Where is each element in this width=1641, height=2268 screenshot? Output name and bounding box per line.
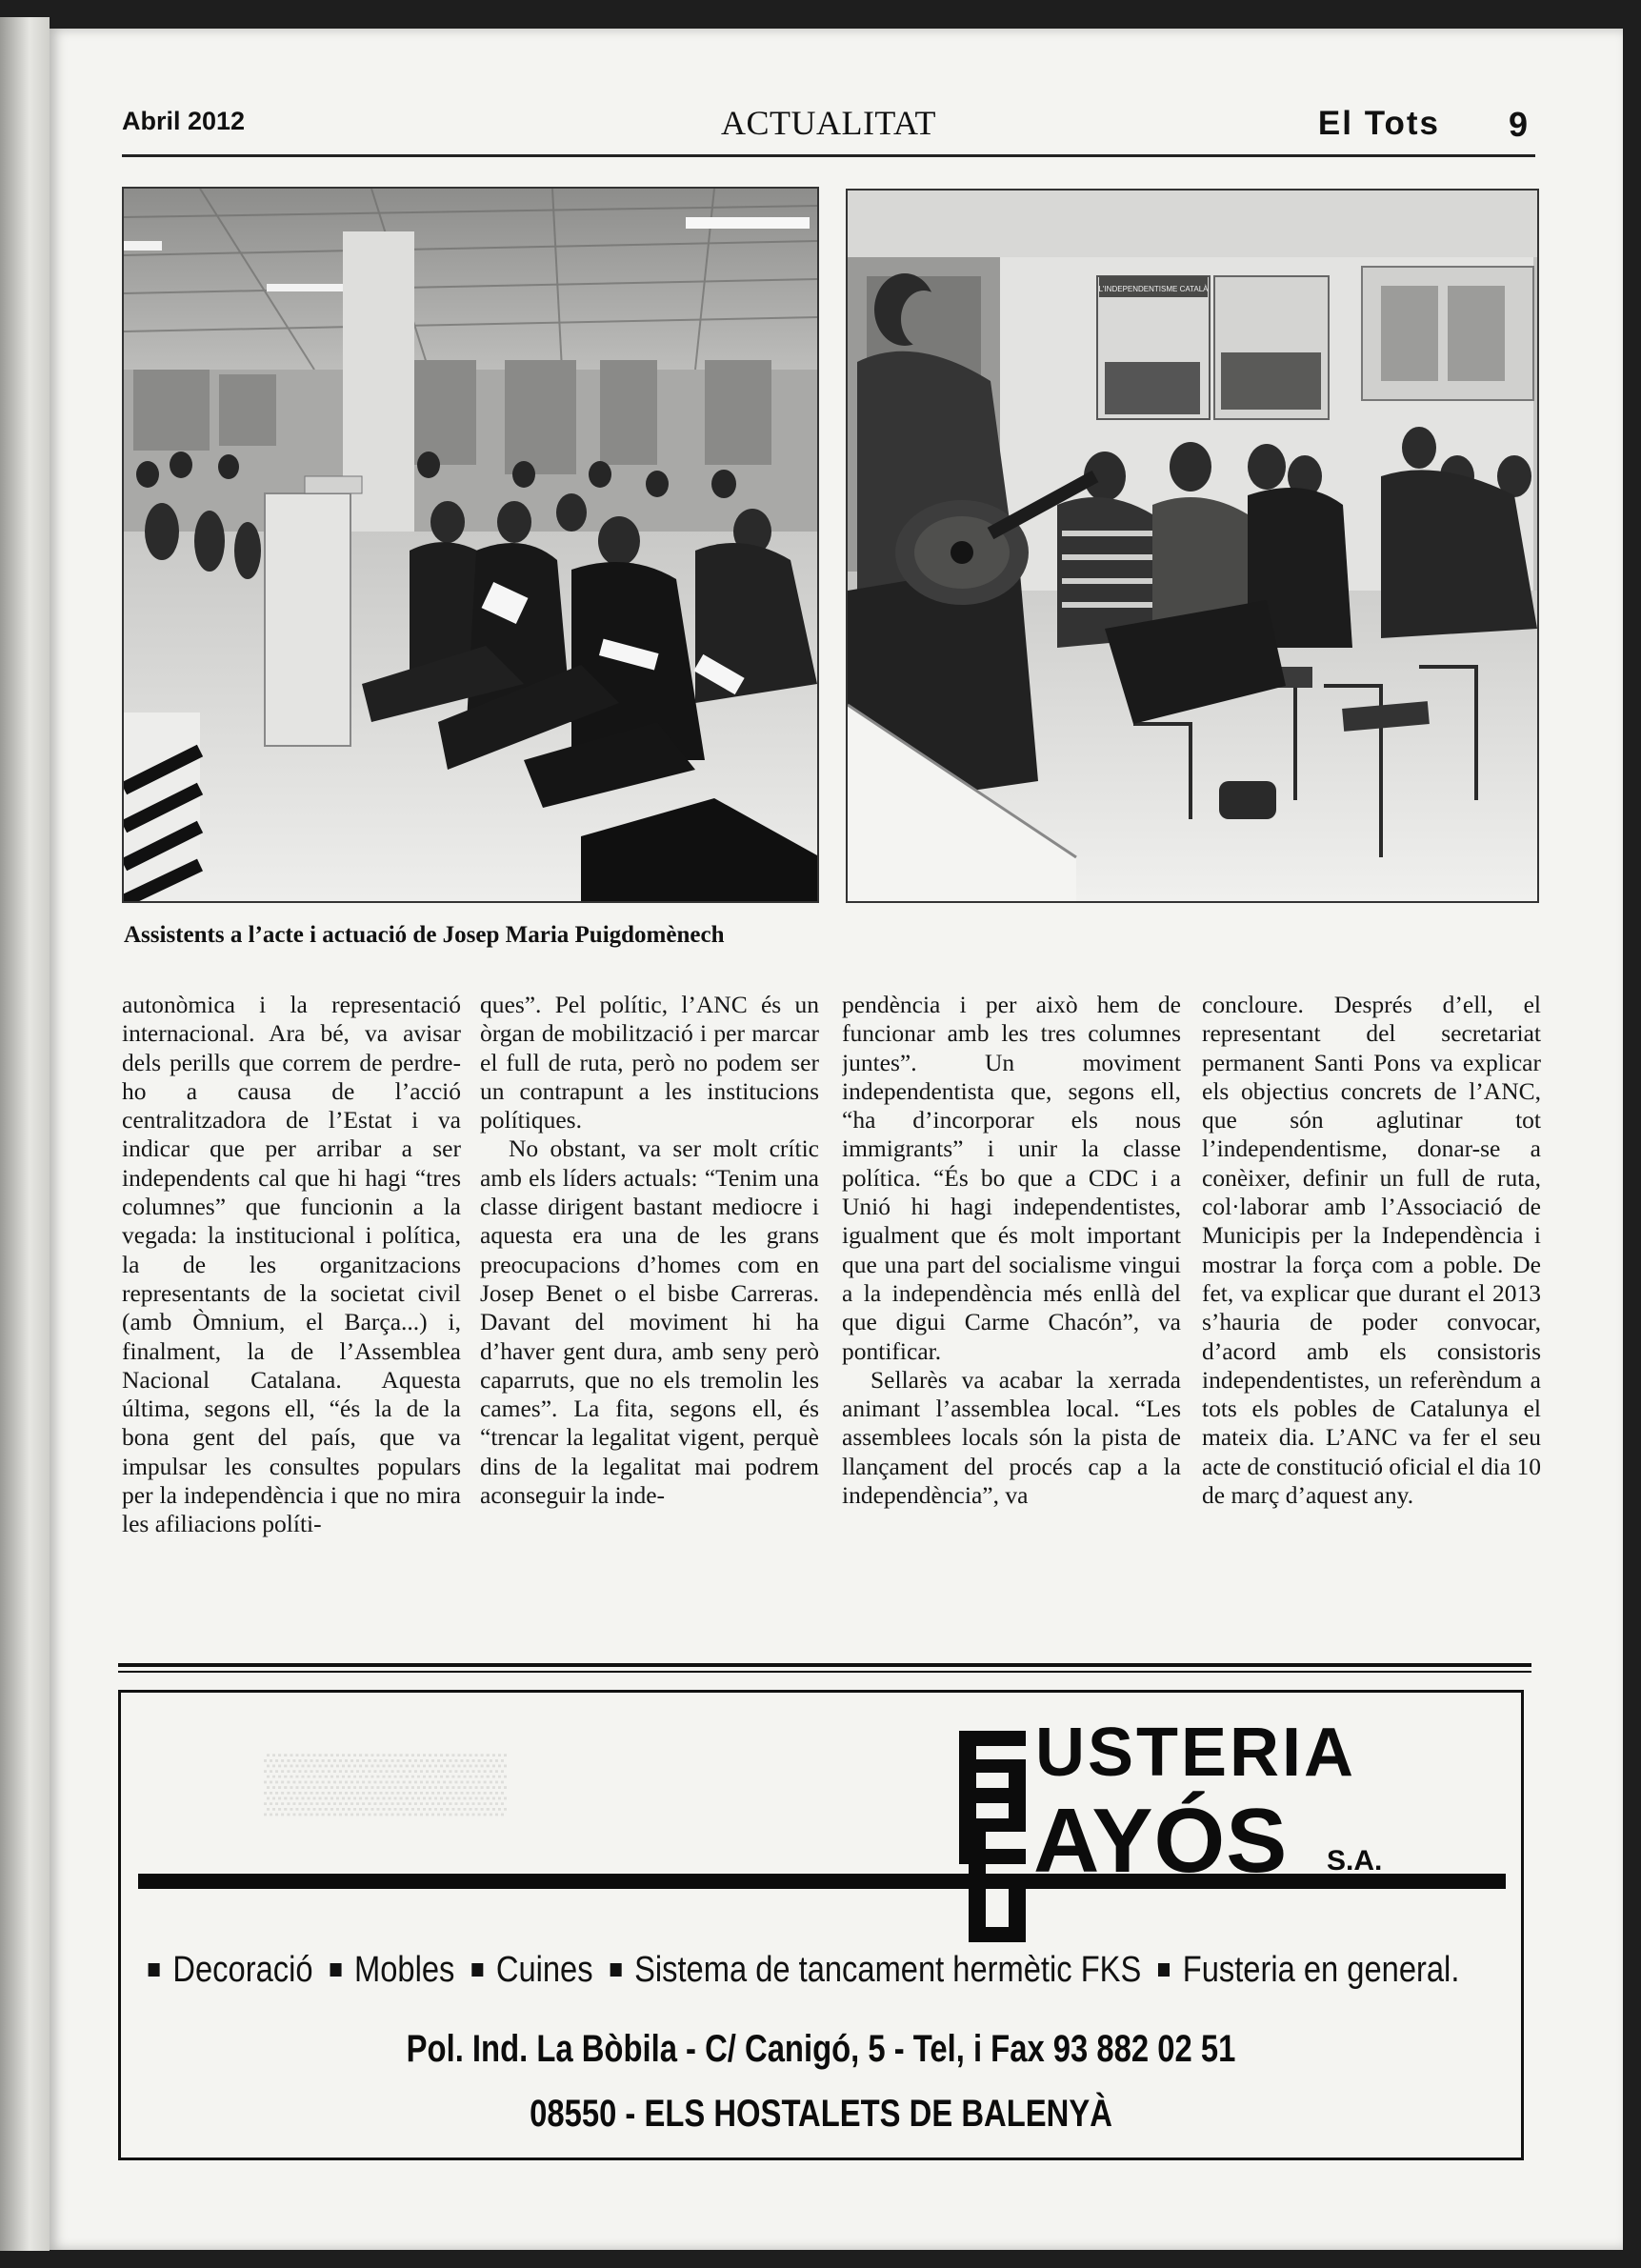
musician-photo-image	[848, 191, 1537, 901]
photo-caption: Assistents a l’acte i actuació de Josep Maria Puigdomènech	[124, 922, 725, 948]
bullet-square-icon	[330, 1963, 341, 1977]
ad-services-list	[140, 1950, 1460, 1991]
logo-text-main: AYÓS	[1033, 1790, 1289, 1892]
article-column-1	[122, 991, 461, 1627]
ad-address: Pol. Ind. La Bòbila - C/ Canigó, 5 - Tel, i Fax 93 882 02 51	[406, 2028, 1236, 2070]
page-number: 9	[1508, 105, 1528, 144]
article-column-3	[842, 991, 1181, 1627]
bullet-square-icon	[1158, 1963, 1170, 1977]
page-header	[122, 80, 1535, 156]
article-paragraph: Sellarès va acabar la xerrada animant l’assemblea local. “Les assemblees locals són la pista de llançament del procés cap a la independència”, va	[842, 1365, 1181, 1510]
fusteria-logo-mark	[959, 1731, 1026, 1948]
service-item: Decoració	[172, 1950, 313, 1990]
bullet-square-icon	[610, 1963, 621, 1977]
service-item: Cuines	[495, 1950, 593, 1990]
ad-horizontal-bar	[138, 1874, 1506, 1889]
show-through-ghost: ▒▒▒▒▒▒	[264, 1751, 508, 1814]
photo-audience	[122, 187, 819, 903]
publication-name: El Tots	[1317, 105, 1440, 142]
service-item: Fusteria en general.	[1182, 1950, 1460, 1990]
article-column-4	[1202, 991, 1541, 1627]
article-paragraph: autonòmica i la representació internacional. Ara bé, va avisar dels perills que correm de perdre-ho a causa de l’acció centralitzadora de l’Estat i va indicar que per arribar a ser independents cal que hi hagi “tres columnes” que funcionin a la vegada: la institucional i política, la de les organitzacions representants de la societat civil (amb Òmnium, el Barça...) i, finalment, la de l’Assemblea Nacional Catalana. Aquesta última, segons ell, “és la de la bona gent del país, que va impulsar les consultes populars per la independència i que no mira les afiliacions políti-	[122, 991, 461, 1538]
article-paragraph: ques”. Pel polític, l’ANC és un òrgan de mobilització i per marcar el full de ruta, però no podem ser un contrapunt a les institucions polítiques.	[480, 991, 819, 1134]
article-column-2	[480, 991, 819, 1627]
bullet-square-icon	[471, 1963, 483, 1977]
ad-separator-thin	[118, 1671, 1531, 1673]
panel-heading-text: L'INDEPENDENTISME CATALÀ	[1098, 285, 1209, 293]
issue-date: Abril 2012	[122, 107, 246, 135]
logo-text-top: USTERIA	[1035, 1715, 1357, 1791]
bullet-square-icon	[149, 1963, 160, 1977]
section-title: ACTUALITAT	[720, 104, 937, 142]
advertisement	[118, 1690, 1524, 2160]
audience-photo-image	[124, 189, 817, 901]
ad-separator-thick	[118, 1663, 1531, 1667]
service-item: Mobles	[354, 1950, 455, 1990]
service-item: Sistema de tancament hermètic FKS	[634, 1950, 1142, 1990]
previous-page-edge	[0, 17, 50, 2251]
photo-musician	[846, 189, 1539, 903]
header-rule	[122, 154, 1535, 157]
article-paragraph: No obstant, va ser molt crític amb els líders actuals: “Tenim una classe dirigent bastant mediocre i aquesta era una de les grans preocupacions d’homes com en Josep Benet o el bisbe Carreras. Davant del moviment hi ha d’haver gent dura, amb seny però caparruts, que no els tremolin les cames”. La fita, segons ell, és “trencar la legalitat vigent, perquè dins de la legalitat mai podrem aconseguir la inde-	[480, 1134, 819, 1510]
ad-town: 08550 - ELS HOSTALETS DE BALENYÀ	[530, 2093, 1112, 2135]
logo-suffix: S.A.	[1327, 1845, 1383, 1877]
article-paragraph: pendència i per això hem de funcionar amb les tres columnes juntes”. Un moviment independentista que, segons ell, “ha d’incorporar els nous immigrants” i unir la classe política. “És bo que a CDC i a Unió hi hagi independentistes, igualment que és molt important que una part del socialisme vingui a la independència més enllà del que digui Carme Chacón”, va pontificar.	[842, 991, 1181, 1365]
article-paragraph: concloure. Després d’ell, el representant del secretariat permanent Santi Pons va explicar els objectius concrets de l’ANC, que són aglutinar tot l’independentisme, donar-se a conèixer, definir un full de ruta, col·laborar amb l’Associació de Municipis per la Independència i mostrar la força com a poble. De fet, va explicar que durant el 2013 s’hauria de poder convocar, d’acord amb els consistoris independentistes, un referèndum a tots els pobles de Catalunya el mateix dia. L’ANC va fer el seu acte de constitució oficial el dia 10 de març d’aquest any.	[1202, 991, 1541, 1510]
